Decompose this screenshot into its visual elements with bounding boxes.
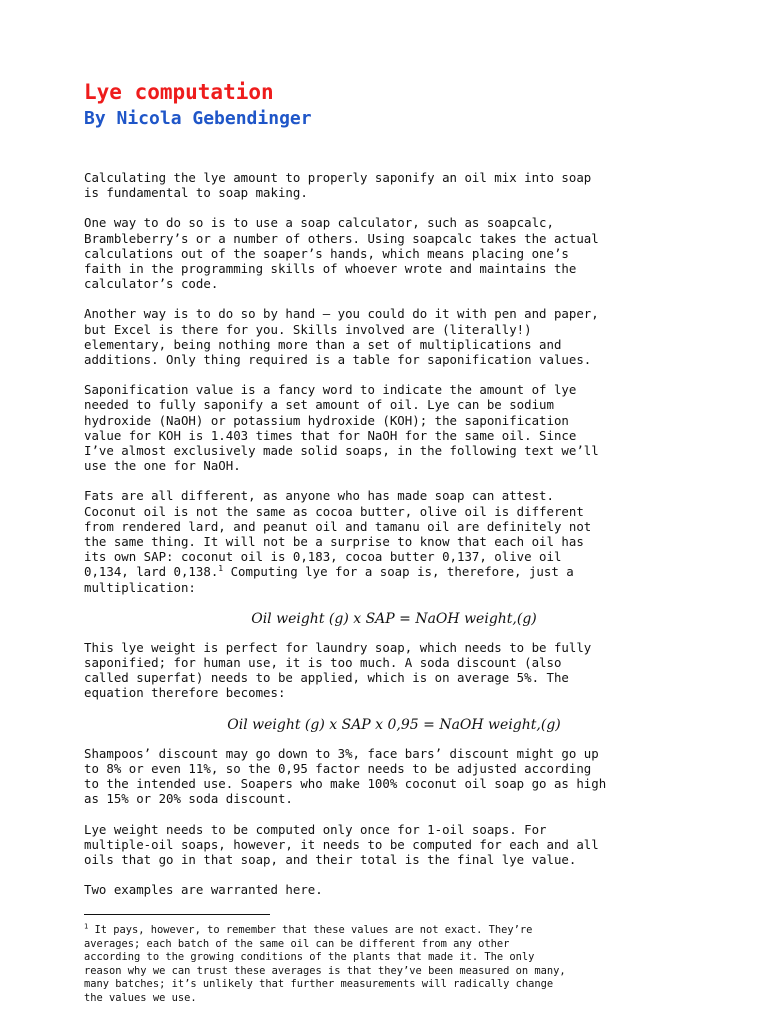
footnote <box>84 924 704 1006</box>
paragraph-examples: Two examples are warranted here. <box>84 882 323 898</box>
footnote-marker: 1 <box>84 922 89 931</box>
paragraph-soda-discount: This lye weight is perfect for laundry soap, which needs to be fully saponified; for human use, it is too much. A soda discount (also called superfat) needs to be applied, which is on average 5%. The equation therefore becomes: <box>84 639 592 701</box>
footnote-reference[interactable]: 1 <box>218 564 224 574</box>
paragraph-fats <box>84 488 704 594</box>
paragraph-soap-calculator: One way to do so is to use a soap calculator, such as soapcalc, Brambleberry’s or a number of others. Using soapcalc takes the actual calculations out of the soaper’s hands, which means placing one’s faith in the programming skills of whoever wrote and maintains the calculator’s code. <box>84 215 599 292</box>
footnote-separator <box>84 914 270 915</box>
document-title: Lye computation <box>84 80 274 104</box>
paragraph-discount-ranges: Shampoos’ discount may go down to 3%, face bars’ discount might go up to 8% or even 11%, so the 0,95 factor needs to be adjusted according to the intended use. Soapers who make 100% coconut oil soap go as high as 15% or 20% soda discount. <box>84 745 607 807</box>
equation-basic: Oil weight (g) x SAP = NaOH weight,(g) <box>251 610 537 627</box>
equation-discounted: Oil weight (g) x SAP x 0,95 = NaOH weight,(g) <box>227 716 561 733</box>
paragraph-fats-part1: Fats are all different, as anyone who has made soap can attest. Coconut oil is not the same as cocoa butter, olive oil is different from rendered lard, and peanut oil and tamanu oil are definitely not the same thing. It will not be a surprise to know that each oil has its own SAP: coconut oil is 0,183, cocoa butter 0,137, olive oil 0,134, lard 0,138. <box>84 488 592 580</box>
footnote-text: It pays, however, to remember that these values are not exact. They’re averages; each batch of the same oil can be different from any other according to the growing conditions of the plants that made it. The only reason why we can trust these averages is that they’ve been measured on many, many batches; it’s unlikely that further measurements will radically change the values we use. <box>84 924 566 1004</box>
document-body <box>84 78 704 912</box>
paragraph-intro: Calculating the lye amount to properly saponify an oil mix into soap is fundamental to soap making. <box>84 170 592 201</box>
paragraph-multiple-oils: Lye weight needs to be computed only once for 1-oil soaps. For multiple-oil soaps, however, it needs to be computed for each and all oils that go in that soap, and their total is the final lye value. <box>84 821 599 867</box>
paragraph-by-hand: Another way is to do so by hand – you could do it with pen and paper, but Excel is there for you. Skills involved are (literally!) elementary, being nothing more than a set of multiplications and additions. Only thing required is a table for saponification values. <box>84 306 599 368</box>
paragraph-fats-part2: Computing lye for a soap is, therefore, just a multiplication: <box>84 564 574 595</box>
document-author: By Nicola Gebendinger <box>84 108 312 129</box>
paragraph-saponification-value: Saponification value is a fancy word to indicate the amount of lye needed to fully saponify a set amount of oil. Lye can be sodium hydroxide (NaOH) or potassium hydroxide (KOH); the saponification value for KOH is 1.403 times that for NaOH for the same oil. Since I’ve almost exclusively made solid soaps, in the following text we’ll use the one for NaOH. <box>84 382 599 474</box>
